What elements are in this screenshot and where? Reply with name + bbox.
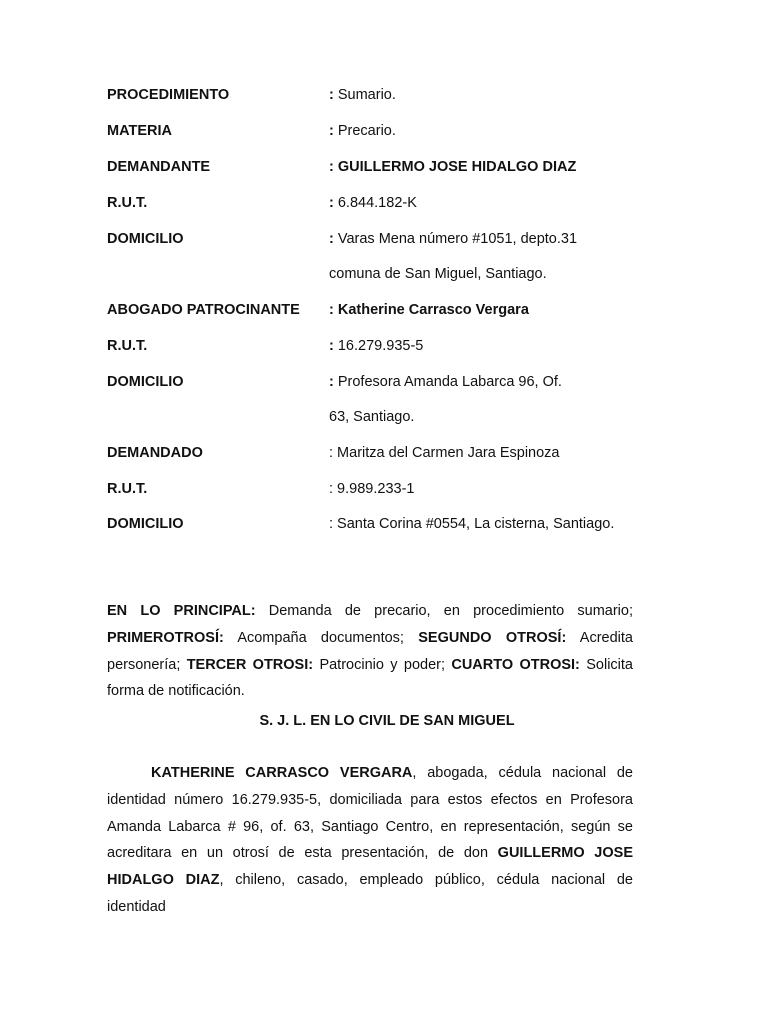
tribunal-heading: S. J. L. EN LO CIVIL DE SAN MIGUEL xyxy=(259,713,515,729)
field-label: DEMANDADO xyxy=(107,445,203,461)
body-text-2: , chileno, casado, empleado público, cédula nacional de identidad xyxy=(107,872,633,915)
principal-text: Demanda de precario, en procedimiento sumario; xyxy=(255,603,633,619)
header-row-abogado xyxy=(107,299,667,321)
principal-label: EN LO PRINCIPAL: xyxy=(107,603,256,619)
header-row-domicilio-demandado xyxy=(107,513,667,535)
field-colon: : xyxy=(329,338,334,354)
field-value xyxy=(329,513,614,535)
header-row-rut-demandado xyxy=(107,478,667,500)
field-value-text: Precario. xyxy=(333,123,396,139)
lawyer-name: KATHERINE CARRASCO VERGARA xyxy=(151,765,413,781)
header-row-domicilio-demandante-cont xyxy=(107,263,667,285)
field-label: PROCEDIMIENTO xyxy=(107,87,230,103)
header-row-rut-demandante xyxy=(107,192,667,214)
field-value-text: 9.989.233-1 xyxy=(333,481,415,497)
field-label: ABOGADO PATROCINANTE xyxy=(107,302,300,318)
field-value xyxy=(329,84,396,106)
field-colon: : xyxy=(329,87,334,103)
otrosi3-text: Patrocinio y poder; xyxy=(313,656,452,673)
otrosi2-text: Acredita personería; xyxy=(107,629,633,673)
header-row-materia xyxy=(107,120,667,142)
field-value xyxy=(329,406,414,428)
field-value xyxy=(329,156,576,178)
field-colon: : xyxy=(329,481,334,497)
client-name: GUILLERMO JOSE HIDALGO DIAZ xyxy=(107,845,633,889)
field-value xyxy=(329,228,577,250)
header-row-domicilio-demandante xyxy=(107,228,667,250)
otrosi2-label: SEGUNDO OTROSÍ: xyxy=(418,629,567,646)
field-value-text: 63, Santiago. xyxy=(329,409,415,425)
field-value-text: comuna de San Miguel, Santiago. xyxy=(329,266,547,282)
field-value xyxy=(329,371,562,393)
field-value-text: 16.279.935-5 xyxy=(333,338,424,354)
otrosi1-text: Acompaña documentos; xyxy=(223,629,419,646)
header-row-demandado xyxy=(107,442,667,464)
otrosi1-label: PRIMEROTROSÍ: xyxy=(107,629,224,646)
field-label: R.U.T. xyxy=(107,195,148,211)
field-value xyxy=(329,299,529,321)
field-value-text: Katherine Carrasco Vergara xyxy=(333,302,529,318)
field-value-text: Santa Corina #0554, La cisterna, Santiago. xyxy=(333,516,615,532)
field-value xyxy=(329,192,417,214)
field-label: DOMICILIO xyxy=(107,231,184,247)
field-label: R.U.T. xyxy=(107,338,148,354)
field-label: DOMICILIO xyxy=(107,516,184,532)
field-colon: : xyxy=(329,123,334,139)
field-value xyxy=(329,478,414,500)
header-row-domicilio-abogado xyxy=(107,371,667,393)
field-value-text: Profesora Amanda Labarca 96, Of. xyxy=(333,374,562,390)
field-value-text: Maritza del Carmen Jara Espinoza xyxy=(333,445,560,461)
field-value xyxy=(329,263,547,285)
header-row-domicilio-abogado-cont xyxy=(107,406,667,428)
field-label: R.U.T. xyxy=(107,481,148,497)
field-colon: : xyxy=(329,302,334,318)
field-label: DEMANDANTE xyxy=(107,159,211,175)
field-label: MATERIA xyxy=(107,123,172,139)
header-row-rut-abogado xyxy=(107,335,667,357)
field-colon: : xyxy=(329,445,334,461)
field-colon: : xyxy=(329,159,334,175)
field-value xyxy=(329,120,396,142)
summary-paragraph xyxy=(107,598,633,705)
field-value-text: GUILLERMO JOSE HIDALGO DIAZ xyxy=(333,159,577,175)
field-colon: : xyxy=(329,516,334,532)
header-row-procedimiento xyxy=(107,84,667,106)
otrosi4-text: Solicita forma de notificación. xyxy=(107,656,633,700)
field-value xyxy=(329,335,423,357)
field-colon: : xyxy=(329,195,334,211)
otrosi4-label: CUARTO OTROSI: xyxy=(451,656,580,673)
field-value-text: 6.844.182-K xyxy=(333,195,417,211)
header-row-demandante xyxy=(107,156,667,178)
field-value-text: Varas Mena número #1051, depto.31 xyxy=(333,231,578,247)
field-value-text: Sumario. xyxy=(333,87,396,103)
field-colon: : xyxy=(329,231,334,247)
field-value xyxy=(329,442,560,464)
body-text-1: , abogada, cédula nacional de identidad número 16.279.935-5, domiciliada para estos efectos en Profesora Amanda Labarca # 96, of. 63, Santiago Centro, en representación, según se acreditara en un otrosí de esta presentación, de don xyxy=(107,765,633,862)
body-paragraph xyxy=(107,760,633,921)
otrosi3-label: TERCER OTROSI: xyxy=(186,656,314,673)
field-label: DOMICILIO xyxy=(107,374,184,390)
field-colon: : xyxy=(329,374,334,390)
